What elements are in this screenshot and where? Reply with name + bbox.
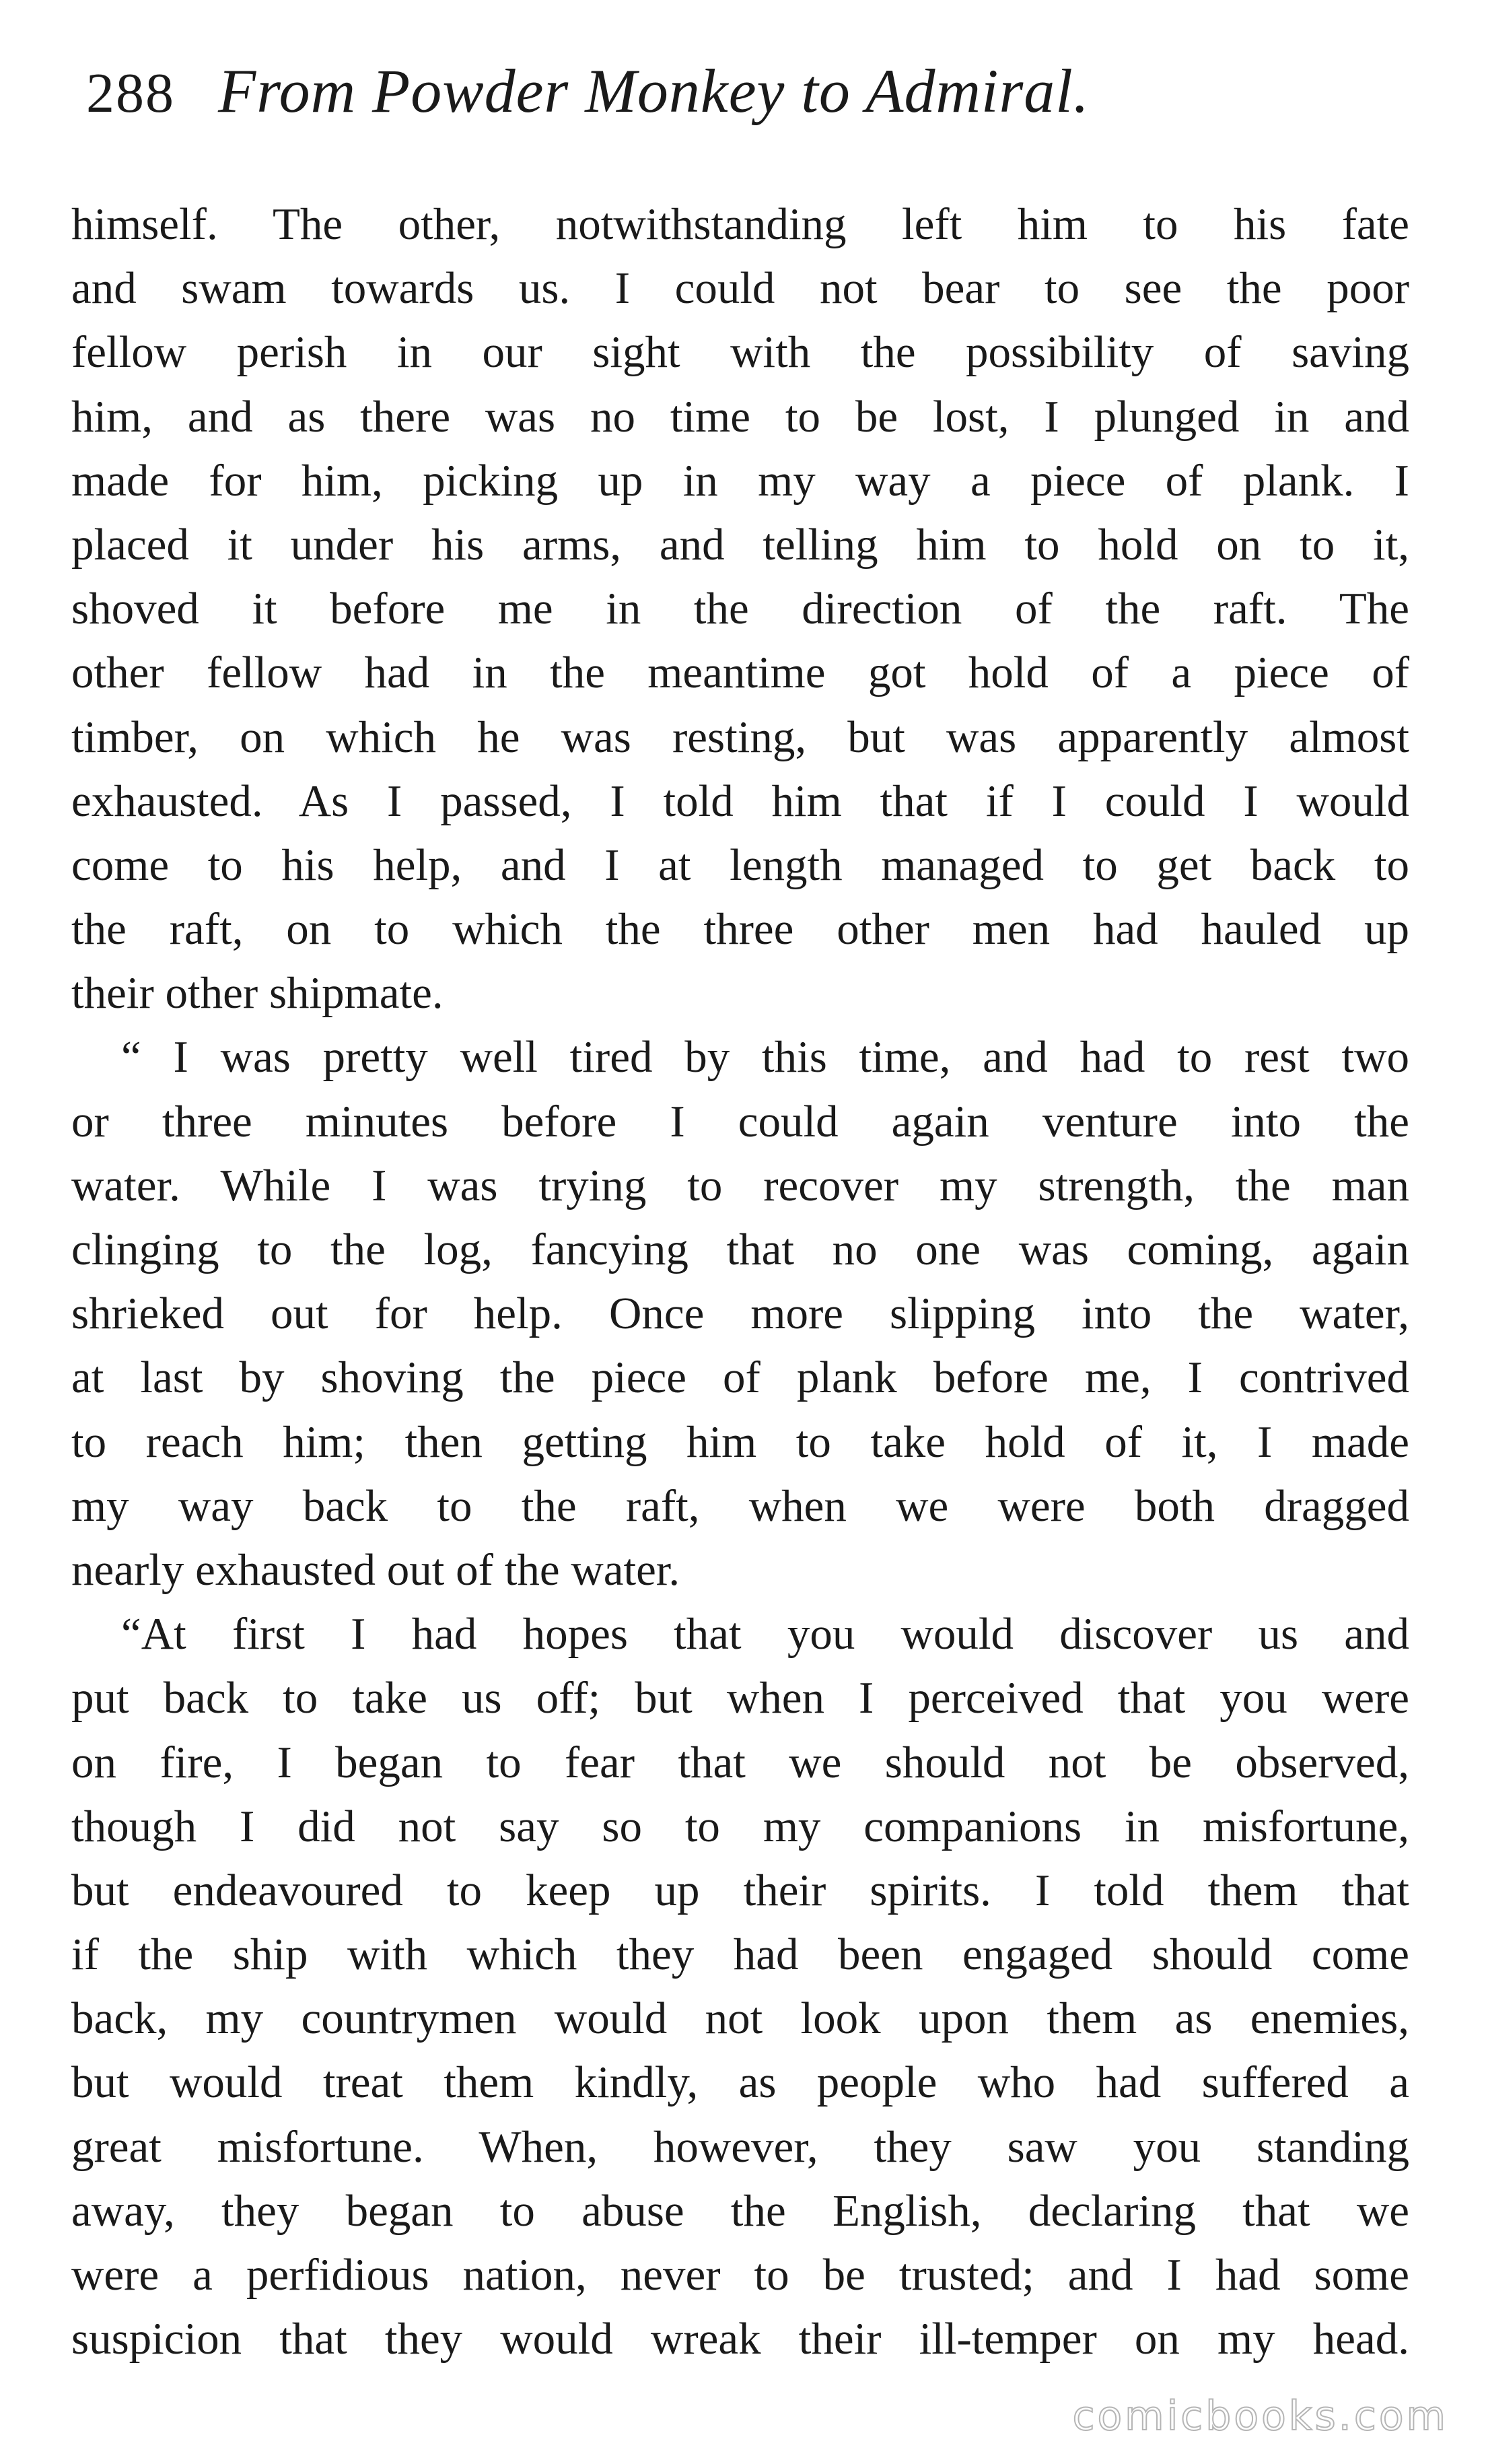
paragraph-first-line: “ I was pretty well tired by this time, and had to rest two (121, 1032, 1409, 1083)
text-line: himself. The other, notwithstanding left him to his fate (71, 199, 1409, 249)
text-line: come to his help, and I at length managed to get back to (71, 840, 1409, 890)
text-line: great misfortune. When, however, they saw you standing (71, 2121, 1409, 2172)
watermark: comicbooks.com (1072, 2393, 1448, 2440)
text-line: shoved it before me in the direction of the raft. The (71, 584, 1409, 634)
text-line: were a perfidious nation, never to be trusted; and I had some (71, 2250, 1409, 2300)
text-line: but endeavoured to keep up their spirits. I told them that (71, 1865, 1409, 1915)
running-title: From Powder Monkey to Admiral. (218, 57, 1090, 125)
text-line: but would treat them kindly, as people who had suffered a (71, 2057, 1409, 2108)
text-line: fellow perish in our sight with the possibility of saving (71, 327, 1409, 378)
paragraph-first-line: “At first I had hopes that you would discover us and (121, 1609, 1409, 1659)
text-line: him, and as there was no time to be lost, I plunged in and (71, 391, 1409, 442)
text-line: the raft, on to which the three other men had hauled up (71, 904, 1409, 955)
body-text (71, 193, 1409, 2371)
text-line: put back to take us off; but when I perceived that you were (71, 1673, 1409, 1723)
text-line: away, they began to abuse the English, declaring that we (71, 2185, 1409, 2236)
text-line: back, my countrymen would not look upon them as enemies, (71, 1993, 1409, 2044)
text-line: and swam towards us. I could not bear to see the poor (71, 263, 1409, 314)
text-line: though I did not say so to my companions in misfortune, (71, 1801, 1409, 1851)
paragraph-last-line: nearly exhausted out of the water. (71, 1544, 680, 1595)
page-number: 288 (86, 62, 175, 125)
text-line: or three minutes before I could again venture into the (71, 1096, 1409, 1147)
text-line: shrieked out for help. Once more slipping into the water, (71, 1289, 1409, 1339)
text-line: if the ship with which they had been engaged should come (71, 1929, 1409, 1980)
text-line: exhausted. As I passed, I told him that if I could I would (71, 776, 1409, 826)
running-head (86, 55, 1399, 156)
text-line: clinging to the log, fancying that no one was coming, again (71, 1225, 1409, 1274)
text-line: water. While I was trying to recover my strength, the man (71, 1160, 1409, 1210)
paragraph-last-line: their other shipmate. (71, 968, 444, 1019)
text-line: placed it under his arms, and telling him to hold on to it, (71, 519, 1409, 570)
text-line: on fire, I began to fear that we should not be observed, (71, 1737, 1409, 1787)
text-line: to reach him; then getting him to take hold of it, I made (71, 1416, 1409, 1467)
text-line: other fellow had in the meantime got hold of a piece of (71, 648, 1409, 698)
text-line: made for him, picking up in my way a piece of plank. I (71, 455, 1409, 506)
text-line: suspicion that they would wreak their ill-temper on my head. (71, 2314, 1409, 2364)
text-line: timber, on which he was resting, but was apparently almost (71, 712, 1409, 762)
text-line: my way back to the raft, when we were both dragged (71, 1480, 1409, 1531)
text-line: at last by shoving the piece of plank before me, I contrived (71, 1353, 1409, 1403)
